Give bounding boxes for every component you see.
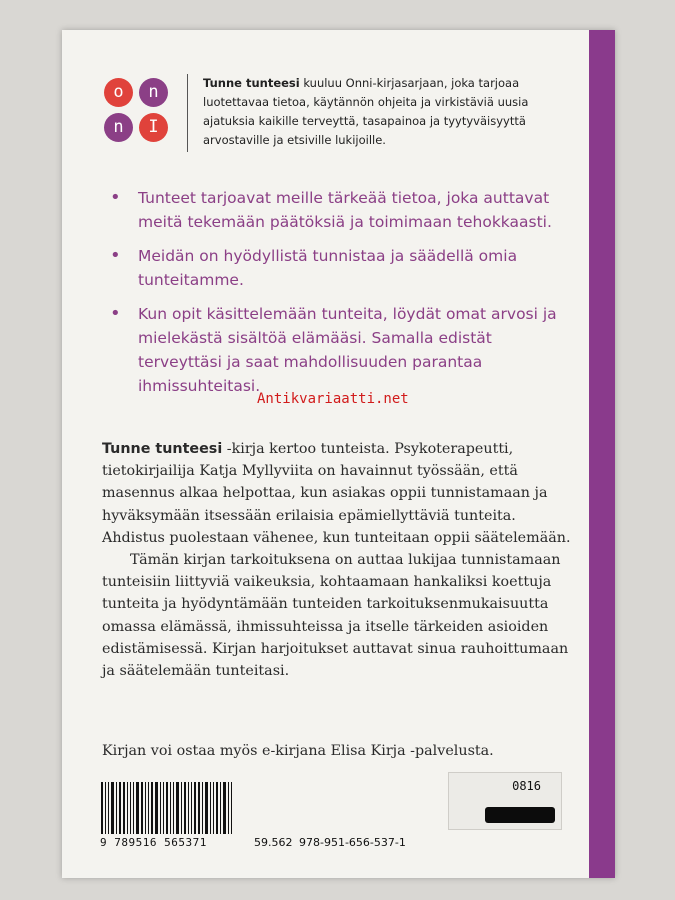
barcode-bar xyxy=(170,782,171,834)
barcode-bar xyxy=(202,782,203,834)
barcode-bar xyxy=(198,782,200,834)
barcode-bar xyxy=(228,782,229,834)
bullet-item xyxy=(108,186,578,234)
barcode-bar xyxy=(191,782,192,834)
barcode-bar xyxy=(105,782,106,834)
barcode xyxy=(101,782,235,834)
bullet-text: Kun opit käsittelemään tunteita, löydät omat arvosi ja mielekästä sisältöä elämääsi. Samalla edistät terveyttäsi ja saat mahdollisuuden parantaa ihmissuhteitasi. xyxy=(138,305,557,395)
barcode-bar xyxy=(116,782,117,834)
barcode-bar xyxy=(205,782,208,834)
barcode-bar xyxy=(155,782,158,834)
barcode-bar xyxy=(173,782,174,834)
barcode-bar xyxy=(184,782,186,834)
price-code: 59.562 xyxy=(254,836,293,849)
barcode-number: 9 789516 565371 xyxy=(100,836,207,849)
barcode-bar xyxy=(119,782,121,834)
barcode-bar xyxy=(166,782,168,834)
watermark: Antikvariaatti.net xyxy=(257,391,409,407)
barcode-bar xyxy=(133,782,134,834)
bullet-text: Tunteet tarjoavat meille tärkeää tietoa, joka auttavat meitä tekemään päätöksiä ja toimimaan tehokkaasti. xyxy=(138,189,552,231)
logo-letter: I xyxy=(139,113,168,142)
series-intro xyxy=(203,74,573,150)
description-paragraph: Tämän kirjan tarkoituksena on auttaa lukijaa tunnistamaan tunteisiin liittyviä vaikeuksia, kohtaamaan hankaliksi koettuja tunteita ja hyödyntämään tunteiden tarkoituksenmukaisuutta omassa elämässä, ihmissuhteissa ja itselle tärkeiden asioiden edistämisessä. Kirjan harjoitukset auttavat sinua rauhoittumaan ja säätelemään tunteitasi. xyxy=(102,552,569,680)
barcode-bar xyxy=(141,782,143,834)
barcode-bar xyxy=(194,782,196,834)
barcode-bar xyxy=(216,782,218,834)
description xyxy=(102,438,582,682)
barcode-bar xyxy=(188,782,189,834)
bullet-item xyxy=(108,244,578,292)
barcode-bar xyxy=(136,782,139,834)
barcode-bar xyxy=(213,782,214,834)
redacted-mark xyxy=(485,807,555,823)
bullet-dot-icon: • xyxy=(110,303,121,324)
description-text: -kirja kertoo tunteista. Psykoterapeutti, tietokirjailija Katja Myllyviita on havainnut työssään, että masennus alkaa helpottaa, kun asiakas oppii tunnistamaan ja hyväksymään itsessään erilaisia epämiellyttäviä tunteita. Ahdistus puolestaan vähenee, kun tunteitaan oppii säätelemään. xyxy=(102,441,571,546)
barcode-bar xyxy=(163,782,164,834)
barcode-bar xyxy=(210,782,211,834)
bullet-text: Meidän on hyödyllistä tunnistaa ja säädellä omia tunteitamme. xyxy=(138,247,518,289)
barcode-bar xyxy=(145,782,146,834)
intro-title: Tunne tunteesi xyxy=(203,76,300,90)
barcode-bar xyxy=(127,782,128,834)
barcode-bar xyxy=(111,782,114,834)
barcode-bar xyxy=(176,782,179,834)
barcode-bar xyxy=(181,782,182,834)
description-paragraph xyxy=(102,438,582,549)
logo-letter: o xyxy=(104,78,133,107)
ebook-note: Kirjan voi ostaa myös e-kirjana Elisa Kirja -palvelusta. xyxy=(102,743,494,759)
barcode-bar xyxy=(130,782,131,834)
bullet-dot-icon: • xyxy=(110,245,121,266)
sticker-code: 0816 xyxy=(512,779,541,793)
bullet-list xyxy=(108,186,578,408)
bullet-item xyxy=(108,302,578,398)
onni-logo xyxy=(104,78,174,146)
intro-text: kuuluu Onni-kirjasarjaan, joka tarjoaa luotettavaa tietoa, käytännön ohjeita ja virkistäviä uusia ajatuksia kaikille terveyttä, tasapainoa ja tyytyväisyyttä arvostaville ja etsiville lukijoille. xyxy=(203,76,529,147)
barcode-bar xyxy=(223,782,226,834)
logo-divider xyxy=(187,74,188,152)
description-title: Tunne tunteesi xyxy=(102,441,223,457)
barcode-bar xyxy=(148,782,149,834)
barcode-bar xyxy=(108,782,109,834)
logo-letter: n xyxy=(104,113,133,142)
isbn: 978-951-656-537-1 xyxy=(299,836,406,849)
price-sticker xyxy=(448,772,562,830)
barcode-bar xyxy=(220,782,221,834)
barcode-bar xyxy=(101,782,103,834)
barcode-bar xyxy=(231,782,232,834)
barcode-bar xyxy=(123,782,125,834)
book-spine xyxy=(589,30,615,878)
bullet-dot-icon: • xyxy=(110,187,121,208)
logo-letter: n xyxy=(139,78,168,107)
barcode-bar xyxy=(151,782,153,834)
barcode-bar xyxy=(160,782,161,834)
